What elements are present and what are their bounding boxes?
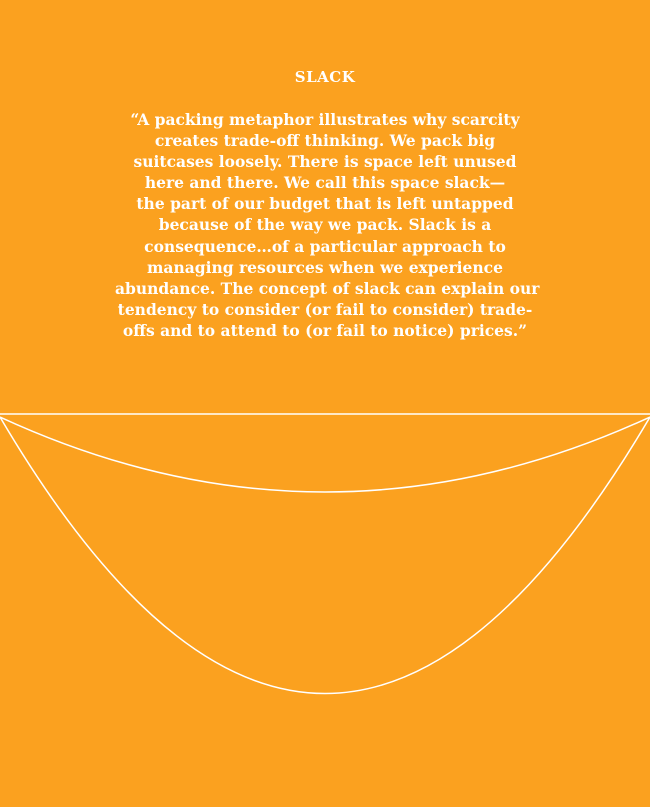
quote-line: because of the way we pack. Slack is a	[158, 215, 492, 235]
quote-line: here and there. We call this space slack—	[144, 173, 506, 193]
quote-line: tendency to consider (or fail to consider) trade-	[117, 299, 533, 319]
quote-line: suitcases loosely. There is space left unused	[133, 152, 517, 172]
quote-line: creates trade-off thinking. We pack big	[154, 131, 496, 151]
deep-slack-curve	[0, 417, 650, 694]
quote-line: abundance. The concept of slack can explain our	[115, 278, 540, 298]
quote-line: the part of our budget that is left untapped	[136, 194, 514, 214]
quote-line: “A packing metaphor illustrates why scarcity	[130, 110, 520, 129]
quote-line: consequence…of a particular approach to	[144, 236, 506, 256]
quote-line: managing resources when we experience	[147, 257, 503, 277]
shallow-slack-curve	[0, 417, 650, 492]
page-title: SLACK	[294, 68, 356, 86]
quote-line: offs and to attend to (or fail to notice) prices.”	[122, 320, 528, 340]
